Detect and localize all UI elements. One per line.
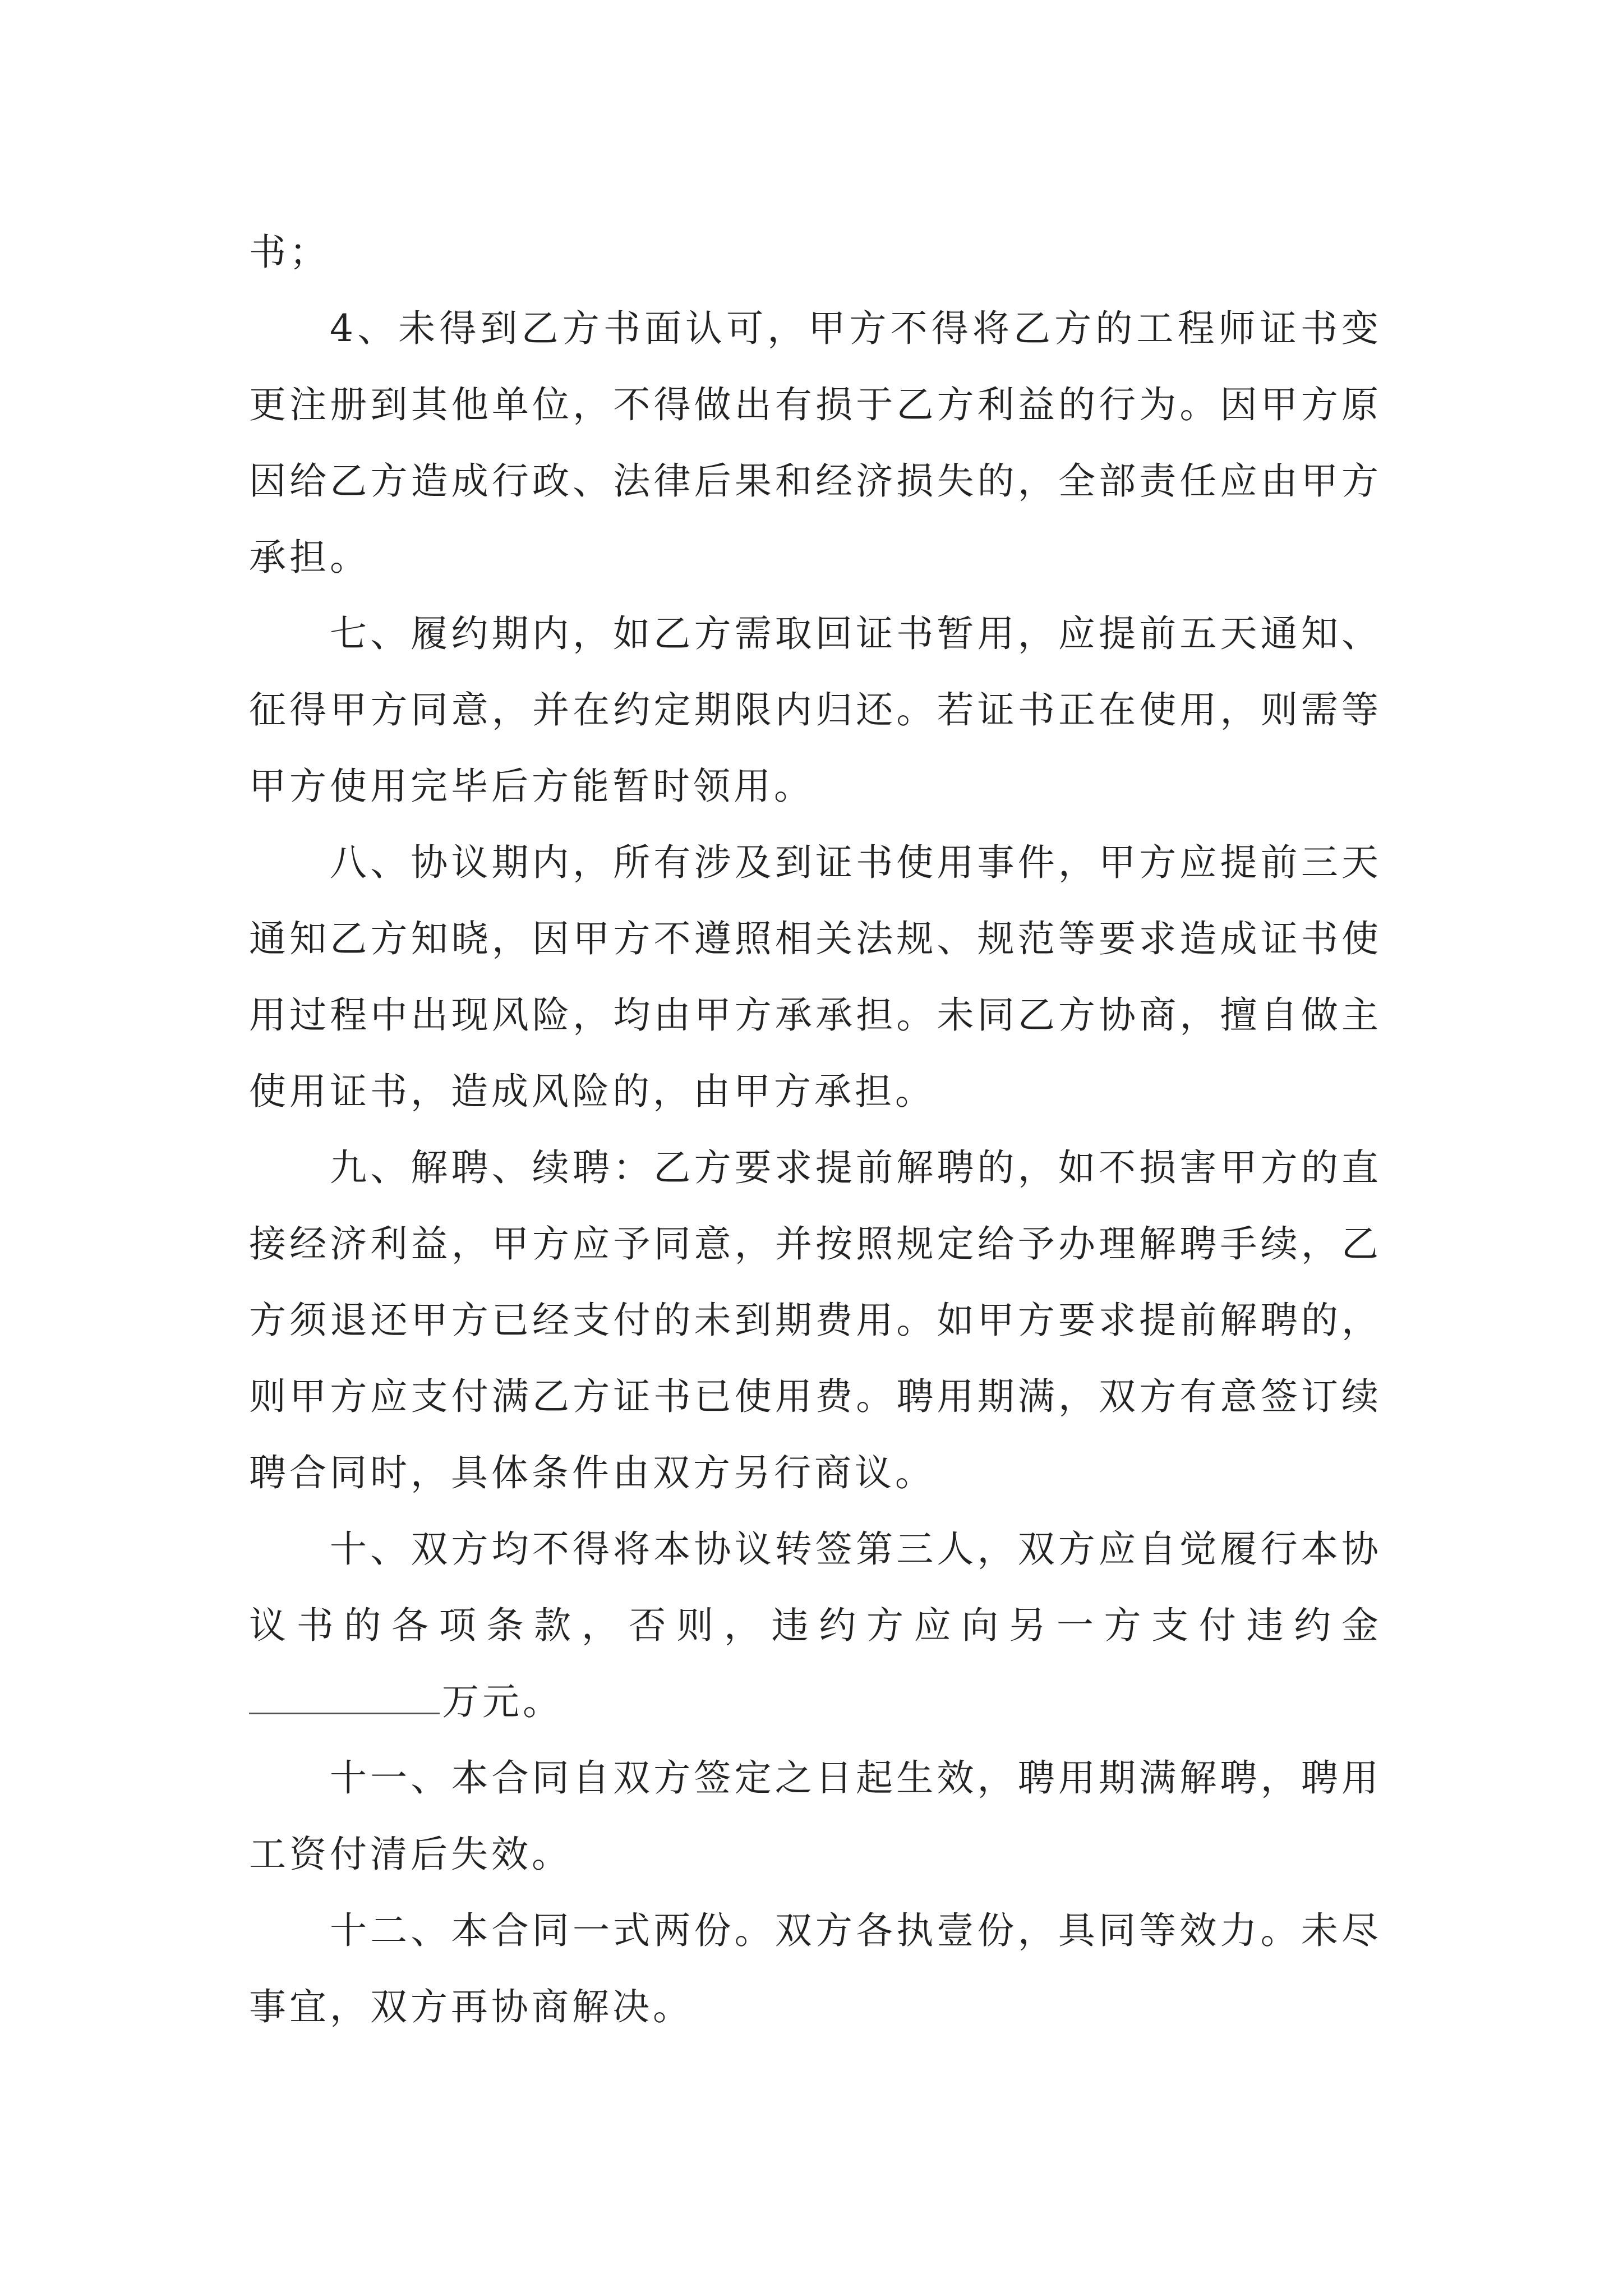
penalty-amount-blank[interactable] [249,1679,440,1714]
clause-9: 九、解聘、续聘：乙方要求提前解聘的，如不损害甲方的直接经济利益，甲方应予同意，并按照规定给予办理解聘手续，乙方须退还甲方已经支付的未到期费用。如甲方要求提前解聘的，则甲方应支付满乙方证书已使用费。聘用期满，双方有意签订续聘合同时，具体条件由双方另行商议。 [249,1146,1382,1494]
clause-4: 4、未得到乙方书面认可，甲方不得将乙方的工程师证书变更注册到其他单位，不得做出有损于乙方利益的行为。因甲方原因给乙方造成行政、法律后果和经济损失的，全部责任应由甲方承担。 [249,307,1382,579]
clause-10-tail: 万元。 [442,1680,563,1723]
clause-8: 八、协议期内，所有涉及到证书使用事件，甲方应提前三天通知乙方知晓，因甲方不遵照相关法规、规范等要求造成证书使用过程中出现风险，均由甲方承承担。未同乙方协商，擅自做主使用证书，造成风险的，由甲方承担。 [249,841,1382,1113]
paragraph-continuation: 书； [249,231,330,274]
clause-11: 十一、本合同自双方签定之日起生效，聘用期满解聘，聘用工资付清后失效。 [249,1756,1382,1876]
clause-7: 七、履约期内，如乙方需取回证书暂用，应提前五天通知、征得甲方同意，并在约定期限内归还。若证书正在使用，则需等甲方使用完毕后方能暂时领用。 [249,612,1382,808]
document-body [249,214,1382,2045]
clause-12: 十二、本合同一式两份。双方各执壹份，具同等效力。未尽事宜，双方再协商解决。 [249,1909,1382,2028]
clause-10-text: 十、双方均不得将本协议转签第三人，双方应自觉履行本协议书的各项条款，否则，违约方应向另一方支付违约金 [249,1527,1382,1647]
clause-10 [249,1511,1382,1740]
